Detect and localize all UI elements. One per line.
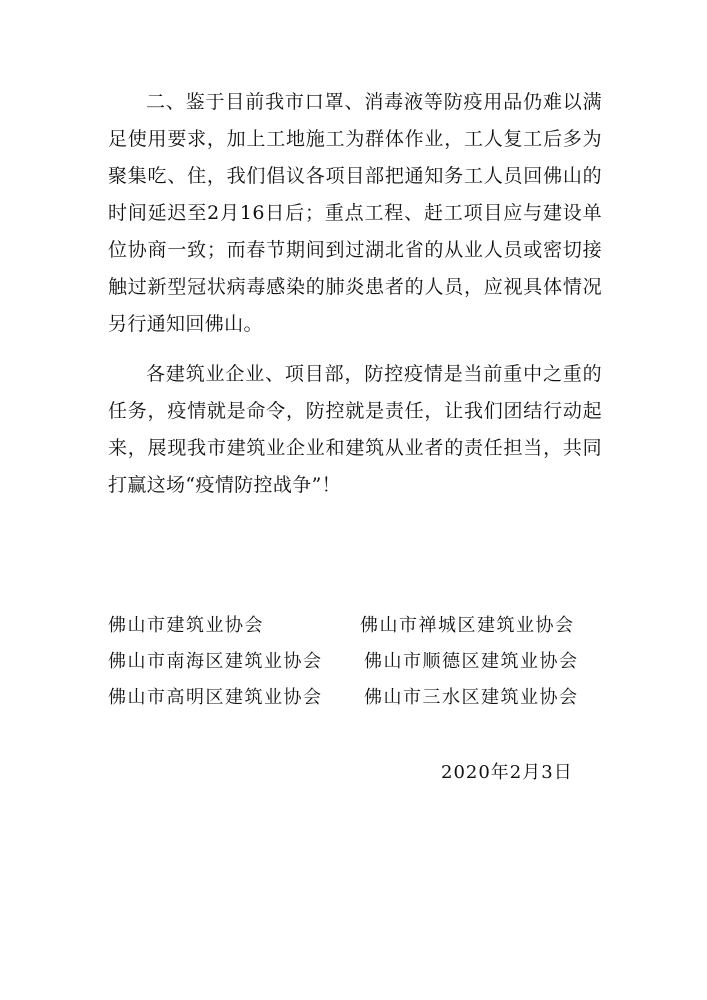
paragraph-measure-two: 二、鉴于目前我市口罩、消毒液等防疫用品仍难以满足使用要求，加上工地施工为群体作业，工人复工后多为聚集吃、住，我们倡议各项目部把通知务工人员回佛山的时间延迟至2月16日后；重点工程、赶工项目应与建设单位协商一致；而春节期间到过湖北省的从业人员或密切接触过新型冠状病毒感染的肺炎患者的人员，应视具体情况另行通知回佛山。 [108,91,602,335]
document-date: 2020年2月3日 [441,762,573,783]
signatory-block [108,608,608,716]
signatory-chancheng: 佛山市禅城区建筑业协会 [360,615,575,636]
signatory-gaoming: 佛山市高明区建筑业协会 [108,687,323,708]
signatory-row [108,680,608,716]
signatory-foshan: 佛山市建筑业协会 [108,615,264,636]
signatory-sanshui: 佛山市三水区建筑业协会 [364,687,579,708]
signatory-shunde: 佛山市顺德区建筑业协会 [364,651,579,672]
signatory-nanhai: 佛山市南海区建筑业协会 [108,651,323,672]
document-body [108,84,602,517]
signatory-row [108,608,608,644]
signatory-row [108,644,608,680]
paragraph-call-to-action: 各建筑业企业、项目部，防控疫情是当前重中之重的任务，疫情就是命令，防控就是责任，让我们团结行动起来，展现我市建筑业企业和建筑从业者的责任担当，共同打赢这场“疫情防控战争”！ [108,363,602,496]
